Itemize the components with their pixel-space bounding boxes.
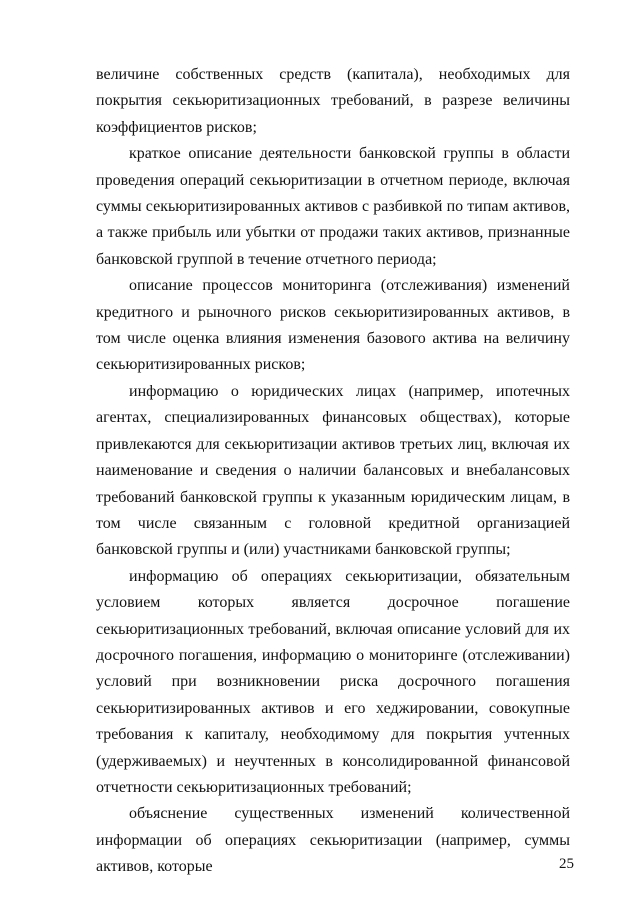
paragraph-activity-description: краткое описание деятельности банковской группы в области проведения операций секьюритизации в отчетном периоде, включая суммы секьюритизированных активов с разбивкой по типам активов, а также прибыль или убытки от продажи таких активов, признанные банковской группой в течение отчетного периода; xyxy=(96,145,570,268)
paragraph-early-repayment: информацию об операциях секьюритизации, обязательным условием которых является досрочное погашение секьюритизационных требований, включая описание условий для их досрочного погашения, информацию о мониторинге (отслеживании) условий при возникновении риска досрочного погашения секьюритизированных активов и его хеджировании, совокупные требования к капиталу, необходимому для покрытия учтенных (удерживаемых) и неучтенных в консолидированной финансовой отчетности секьюритизационных требований; xyxy=(96,567,570,796)
paragraph-capital-requirements: величине собственных средств (капитала), необходимых для покрытия секьюритизационных требований, в разрезе величины коэффициентов рисков; xyxy=(96,66,570,136)
paragraph-legal-entities: информацию о юридических лицах (например, ипотечных агентах, специализированных финансовых обществах), которые привлекаются для секьюритизации активов третьих лиц, включая их наименование и сведения о наличии балансовых и внебалансовых требований банковской группы к указанным юридическим лицам, в том числе связанным с головной кредитной организацией банковской группы и (или) участниками банковской группы; xyxy=(96,382,570,559)
paragraph-monitoring-processes: описание процессов мониторинга (отслеживания) изменений кредитного и рыночного рисков секьюритизированных активов, в том числе оценка влияния изменения базового актива на величину секьюритизированных рисков; xyxy=(96,277,570,374)
paragraph-changes-explanation: объяснение существенных изменений количественной информации об операциях секьюритизации (например, суммы активов, которые xyxy=(96,805,570,876)
document-body xyxy=(96,62,570,881)
page-number: 25 xyxy=(559,856,574,872)
